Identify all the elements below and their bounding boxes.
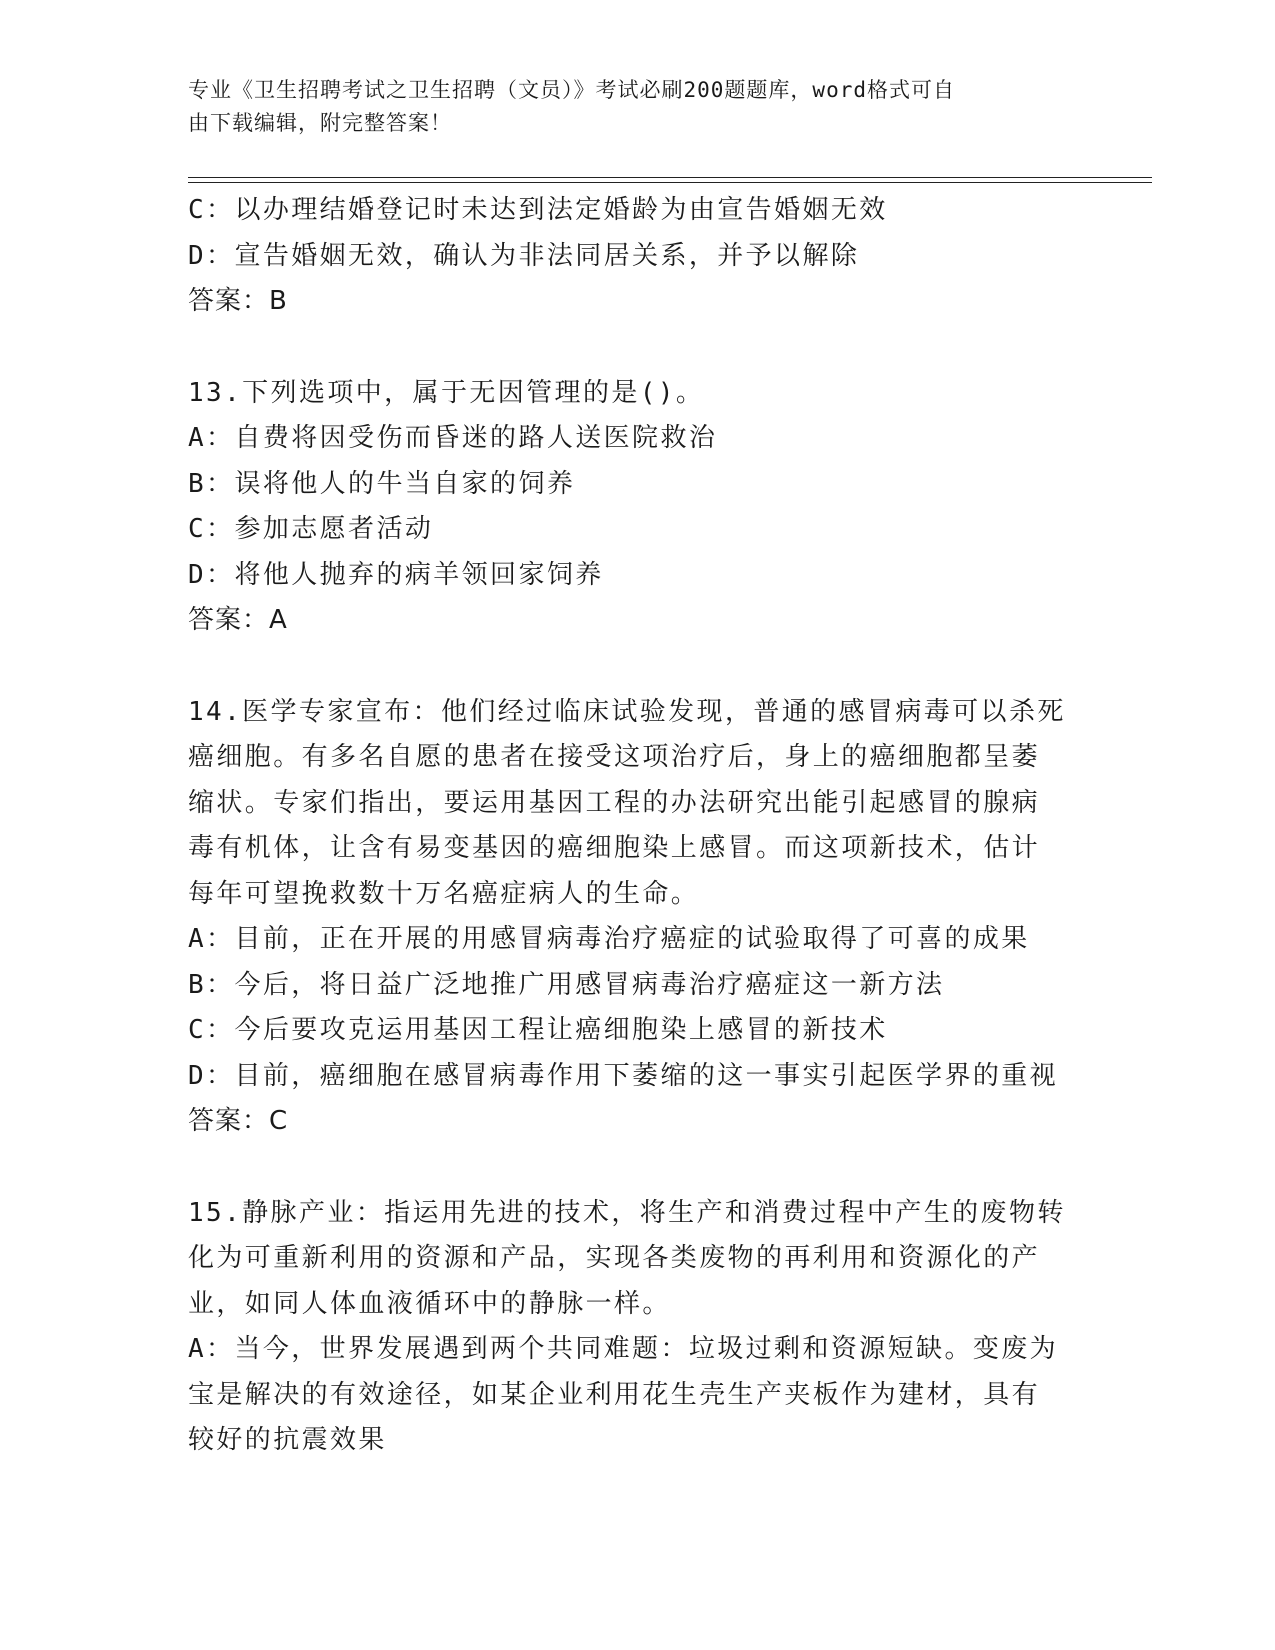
question-14 bbox=[188, 690, 1088, 1145]
q14-stem-line: 缩状。专家们指出，要运用基因工程的办法研究出能引起感冒的腺病 bbox=[188, 787, 1041, 818]
spacer bbox=[188, 644, 1088, 690]
q12-answer: 答案：B bbox=[188, 286, 288, 316]
spacer bbox=[188, 325, 1088, 371]
question-13 bbox=[188, 371, 1088, 644]
q13-option-d: D：将他人抛弃的病羊领回家饲养 bbox=[188, 559, 604, 590]
q14-option-c: C：今后要攻克运用基因工程让癌细胞染上感冒的新技术 bbox=[188, 1015, 888, 1045]
q14-stem-line: 毒有机体，让含有易变基因的癌细胞染上感冒。而这项新技术，估计 bbox=[188, 833, 1041, 863]
q14-option-a: A：目前，正在开展的用感冒病毒治疗癌症的试验取得了可喜的成果 bbox=[188, 924, 1030, 954]
q15-option-a-line: A：当今，世界发展遇到两个共同难题：垃圾过剩和资源短缺。变废为 bbox=[188, 1334, 1059, 1364]
q15-stem-line: 化为可重新利用的资源和产品，实现各类废物的再利用和资源化的产 bbox=[188, 1243, 1041, 1273]
q14-option-d: D：目前，癌细胞在感冒病毒作用下萎缩的这一事实引起医学界的重视 bbox=[188, 1060, 1059, 1091]
q15-option-a-line: 较好的抗震效果 bbox=[188, 1425, 387, 1455]
spacer bbox=[188, 1145, 1088, 1191]
q13-answer: 答案：A bbox=[188, 605, 288, 635]
q13-option-b: B：误将他人的牛当自家的饲养 bbox=[188, 468, 576, 499]
header-title-line-2: 由下载编辑，附完整答案！ bbox=[188, 111, 452, 135]
q12-option-d: D：宣告婚姻无效，确认为非法同居关系，并予以解除 bbox=[188, 240, 860, 271]
question-15 bbox=[188, 1191, 1088, 1464]
q13-stem: 13.下列选项中，属于无因管理的是()。 bbox=[188, 377, 705, 408]
q13-option-c: C：参加志愿者活动 bbox=[188, 514, 434, 544]
q14-stem-line: 每年可望挽救数十万名癌症病人的生命。 bbox=[188, 878, 700, 909]
q14-answer: 答案：C bbox=[188, 1106, 289, 1136]
question-content bbox=[188, 188, 1088, 1464]
page-header bbox=[188, 74, 1068, 140]
q14-option-b: B：今后，将日益广泛地推广用感冒病毒治疗癌症这一新方法 bbox=[188, 969, 945, 1000]
q15-stem-line: 15.静脉产业：指运用先进的技术，将生产和消费过程中产生的废物转 bbox=[188, 1197, 1066, 1228]
header-divider-top bbox=[188, 177, 1152, 178]
q15-option-a-line: 宝是解决的有效途径，如某企业利用花生壳生产夹板作为建材，具有 bbox=[188, 1379, 1041, 1410]
q13-option-a: A：自费将因受伤而昏迷的路人送医院救治 bbox=[188, 423, 718, 453]
q14-stem-line: 癌细胞。有多名自愿的患者在接受这项治疗后，身上的癌细胞都呈萎 bbox=[188, 742, 1041, 772]
header-title-line-1: 专业《卫生招聘考试之卫生招聘（文员）》考试必刷200题题库，word格式可自 bbox=[188, 78, 955, 102]
q14-stem-line: 14.医学专家宣布：他们经过临床试验发现，普通的感冒病毒可以杀死 bbox=[188, 696, 1066, 727]
q12-option-c: C：以办理结婚登记时未达到法定婚龄为由宣告婚姻无效 bbox=[188, 195, 888, 225]
header-divider-bottom bbox=[188, 182, 1152, 183]
question-12-tail bbox=[188, 188, 1088, 325]
q15-stem-line: 业，如同人体血液循环中的静脉一样。 bbox=[188, 1288, 671, 1319]
